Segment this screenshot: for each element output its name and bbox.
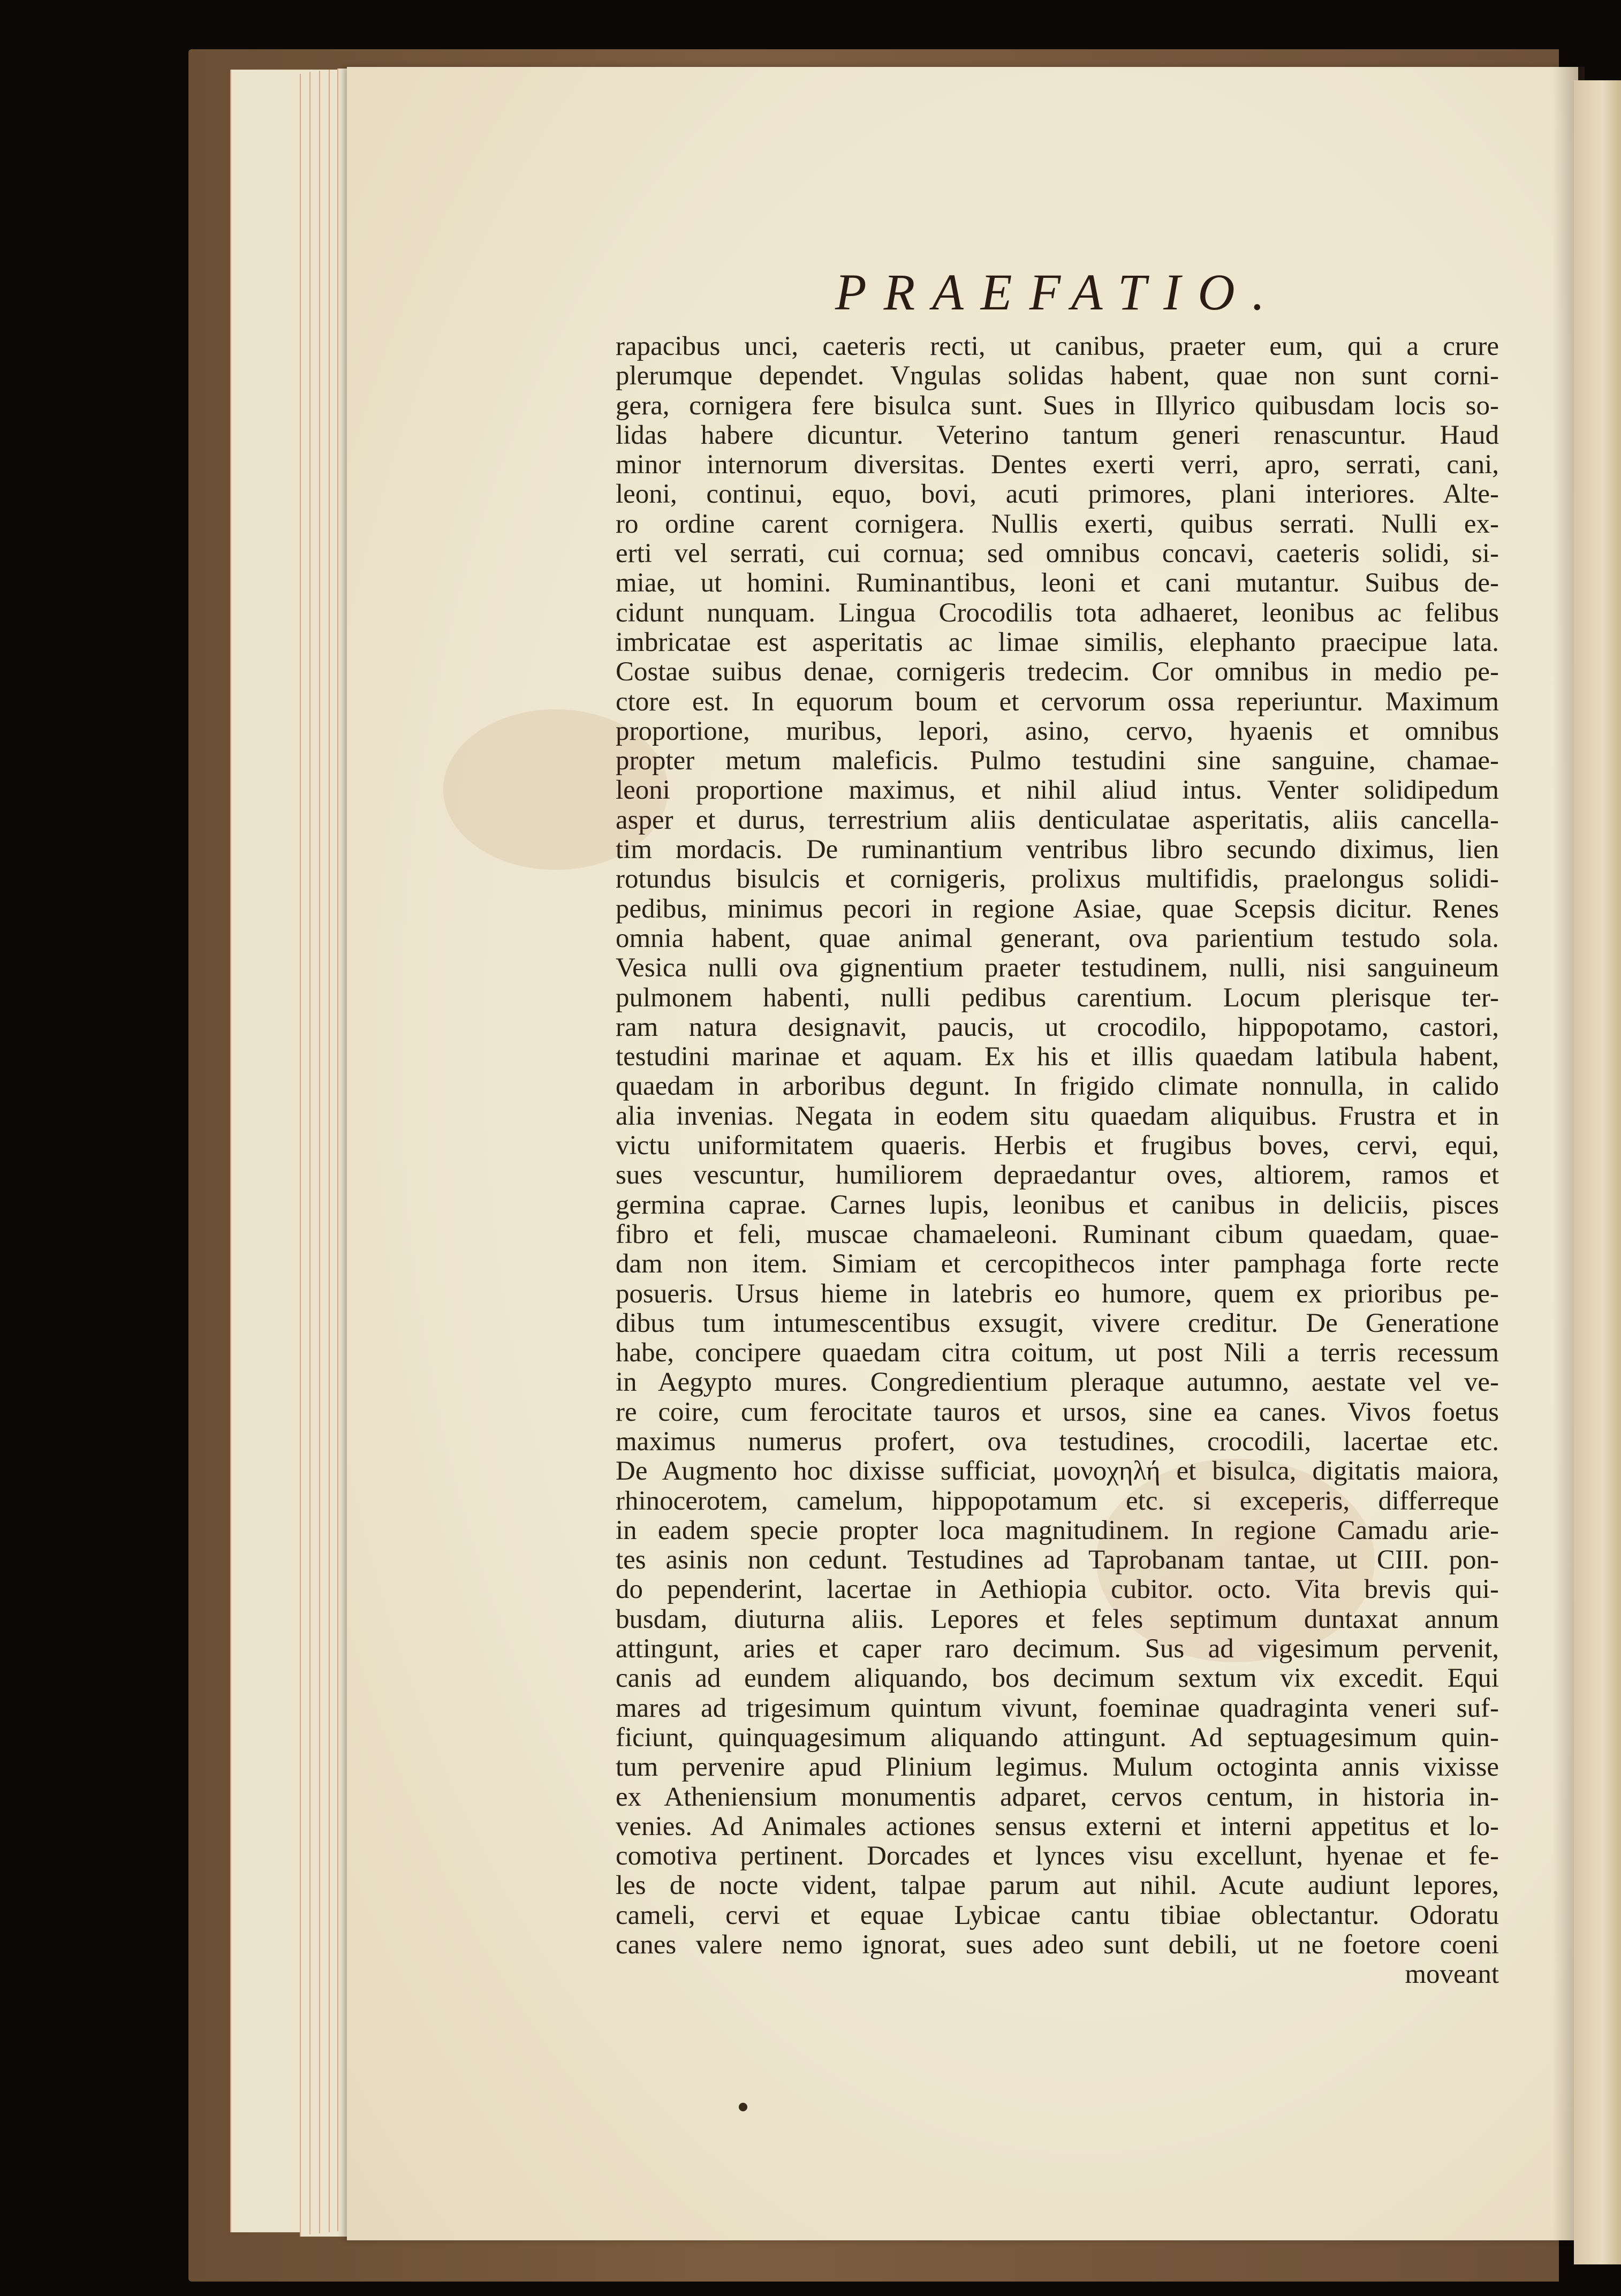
text-line: pedibus, minimus pecori in regione Asiae, quae Scepsis dicitur. Renes [616, 894, 1499, 924]
catchword: moveant [1405, 1960, 1499, 1990]
text-line: lidas habere dicuntur. Veterino tantum generi renascuntur. Haud [616, 420, 1499, 450]
text-line: cidunt nunquam. Lingua Crocodilis tota adhaeret, leonibus ac felibus [616, 598, 1499, 628]
text-line: habe, concipere quaedam citra coitum, ut post Nili a terris recessum [616, 1338, 1499, 1368]
text-line: attingunt, aries et caper raro decimum. Sus ad vigesimum pervenit, [616, 1634, 1499, 1664]
text-line: do pependerint, lacertae in Aethiopia cubitor. octo. Vita brevis qui- [616, 1575, 1499, 1605]
text-line: imbricatae est asperitatis ac limae similis, elephanto praecipue lata. [616, 627, 1499, 657]
text-line: re coire, cum ferocitate tauros et ursos, sine ea canes. Vivos foetus [616, 1397, 1499, 1427]
text-line: mares ad trigesimum quintum vivunt, foeminae quadraginta veneri suf- [616, 1693, 1499, 1723]
text-line: miae, ut homini. Ruminantibus, leoni et cani mutantur. Suibus de- [616, 569, 1499, 598]
body-text [616, 332, 1499, 1990]
text-line: erti vel serrati, cui cornua; sed omnibus concavi, caeteris solidi, si- [616, 539, 1499, 569]
text-line: ficiunt, quinquagesimum aliquando attingunt. Ad septuagesimum quin- [616, 1723, 1499, 1753]
text-line: fibro et feli, muscae chamaeleoni. Ruminant cibum quaedam, quae- [616, 1219, 1499, 1249]
text-line: leoni proportione maximus, et nihil aliud intus. Venter solidipedum [616, 776, 1499, 806]
text-line: pulmonem habenti, nulli pedibus carentium. Locum plerisque ter- [616, 983, 1499, 1013]
text-line: omnia habent, quae animal generant, ova parientium testudo sola. [616, 923, 1499, 953]
text-line: canes valere nemo ignorat, sues adeo sunt debili, ut ne foetore coeni [616, 1930, 1499, 1960]
text-line: maximus numerus profert, ova testudines, crocodili, lacertae etc. [616, 1427, 1499, 1457]
text-line: De Augmento hoc dixisse sufficiat, μονοχηλή et bisulca, digitatis maiora, [616, 1457, 1499, 1487]
text-line: posueris. Ursus hieme in latebris eo humore, quem ex prioribus pe- [616, 1279, 1499, 1309]
text-line: cameli, cervi et equae Lybicae cantu tibiae oblectantur. Odoratu [616, 1900, 1499, 1930]
text-line: venies. Ad Animales actiones sensus externi et interni appetitus et lo- [616, 1812, 1499, 1842]
text-line: asper et durus, terrestrium aliis denticulatae asperitatis, aliis cancella- [616, 805, 1499, 835]
text-line: propter metum maleficis. Pulmo testudini sine sanguine, chamae- [616, 746, 1499, 776]
text-line: victu uniformitatem quaeris. Herbis et frugibus boves, cervi, equi, [616, 1131, 1499, 1161]
text-line: canis ad eundem aliquando, bos decimum sextum vix excedit. Equi [616, 1664, 1499, 1694]
text-line: plerumque dependet. Vngulas solidas habent, quae non sunt corni- [616, 361, 1499, 391]
printer-ornament [739, 2103, 747, 2111]
text-line: rotundus bisulcis et cornigeris, prolixus multifidis, praelongus solidi- [616, 865, 1499, 895]
text-line: comotiva pertinent. Dorcades et lynces visu excellunt, hyenae et fe- [616, 1842, 1499, 1871]
text-line: ex Atheniensium monumentis adparet, cervos centum, in historia in- [616, 1782, 1499, 1812]
text-line: testudini marinae et aquam. Ex his et illis quaedam latibula habent, [616, 1042, 1499, 1072]
text-line: quaedam in arboribus degunt. In frigido climate nonnulla, in calido [616, 1072, 1499, 1102]
text-line: minor internorum diversitas. Dentes exerti verri, apro, serrati, cani, [616, 450, 1499, 480]
text-line: rhinocerotem, camelum, hippopotamum etc. si exceperis, differreque [616, 1486, 1499, 1516]
text-line: ram natura designavit, paucis, ut crocodilo, hippopotamo, castori, [616, 1012, 1499, 1042]
text-line: tim mordacis. De ruminantium ventribus libro secundo diximus, lien [616, 835, 1499, 865]
text-line: busdam, diuturna aliis. Lepores et feles septimum duntaxat annum [616, 1604, 1499, 1634]
text-line: proportione, muribus, lepori, asino, cervo, hyaenis et omnibus [616, 716, 1499, 746]
facing-page-edge [1574, 80, 1621, 2264]
text-line: Vesica nulli ova gignentium praeter testudinem, nulli, nisi sanguineum [616, 953, 1499, 983]
text-line: dibus tum intumescentibus exsugit, vivere creditur. De Generatione [616, 1308, 1499, 1338]
text-line: alia invenias. Negata in eodem situ quaedam aliquibus. Frustra et in [616, 1101, 1499, 1131]
text-line: tes asinis non cedunt. Testudines ad Taprobanam tantae, ut CIII. pon- [616, 1545, 1499, 1575]
text-line: gera, cornigera fere bisulca sunt. Sues in Illyrico quibusdam locis so- [616, 391, 1499, 421]
text-line: rapacibus unci, caeteris recti, ut canibus, praeter eum, qui a crure [616, 332, 1499, 361]
text-line: tum pervenire apud Plinium legimus. Mulum octoginta annis vixisse [616, 1753, 1499, 1783]
text-line: in eadem specie propter loca magnitudinem. In regione Camadu arie- [616, 1515, 1499, 1545]
text-line: les de nocte vident, talpae parum aut nihil. Acute audiunt lepores, [616, 1871, 1499, 1901]
text-line: leoni, continui, equo, bovi, acuti primores, plani interiores. Alte- [616, 480, 1499, 510]
text-line: ctore est. In equorum boum et cervorum ossa reperiuntur. Maximum [616, 687, 1499, 717]
running-head: PRAEFATIO. [835, 263, 1282, 321]
text-line: ro ordine carent cornigera. Nullis exerti, quibus serrati. Nulli ex- [616, 509, 1499, 539]
text-line: dam non item. Simiam et cercopithecos inter pamphaga forte recte [616, 1249, 1499, 1279]
text-line: Costae suibus denae, cornigeris tredecim. Cor omnibus in medio pe- [616, 657, 1499, 687]
text-line: germina caprae. Carnes lupis, leonibus et canibus in deliciis, pisces [616, 1190, 1499, 1220]
text-line: in Aegypto mures. Congredientium pleraque autumno, aestate vel ve- [616, 1368, 1499, 1398]
text-line: sues vescuntur, humiliorem depraedantur oves, altiorem, ramos et [616, 1161, 1499, 1191]
